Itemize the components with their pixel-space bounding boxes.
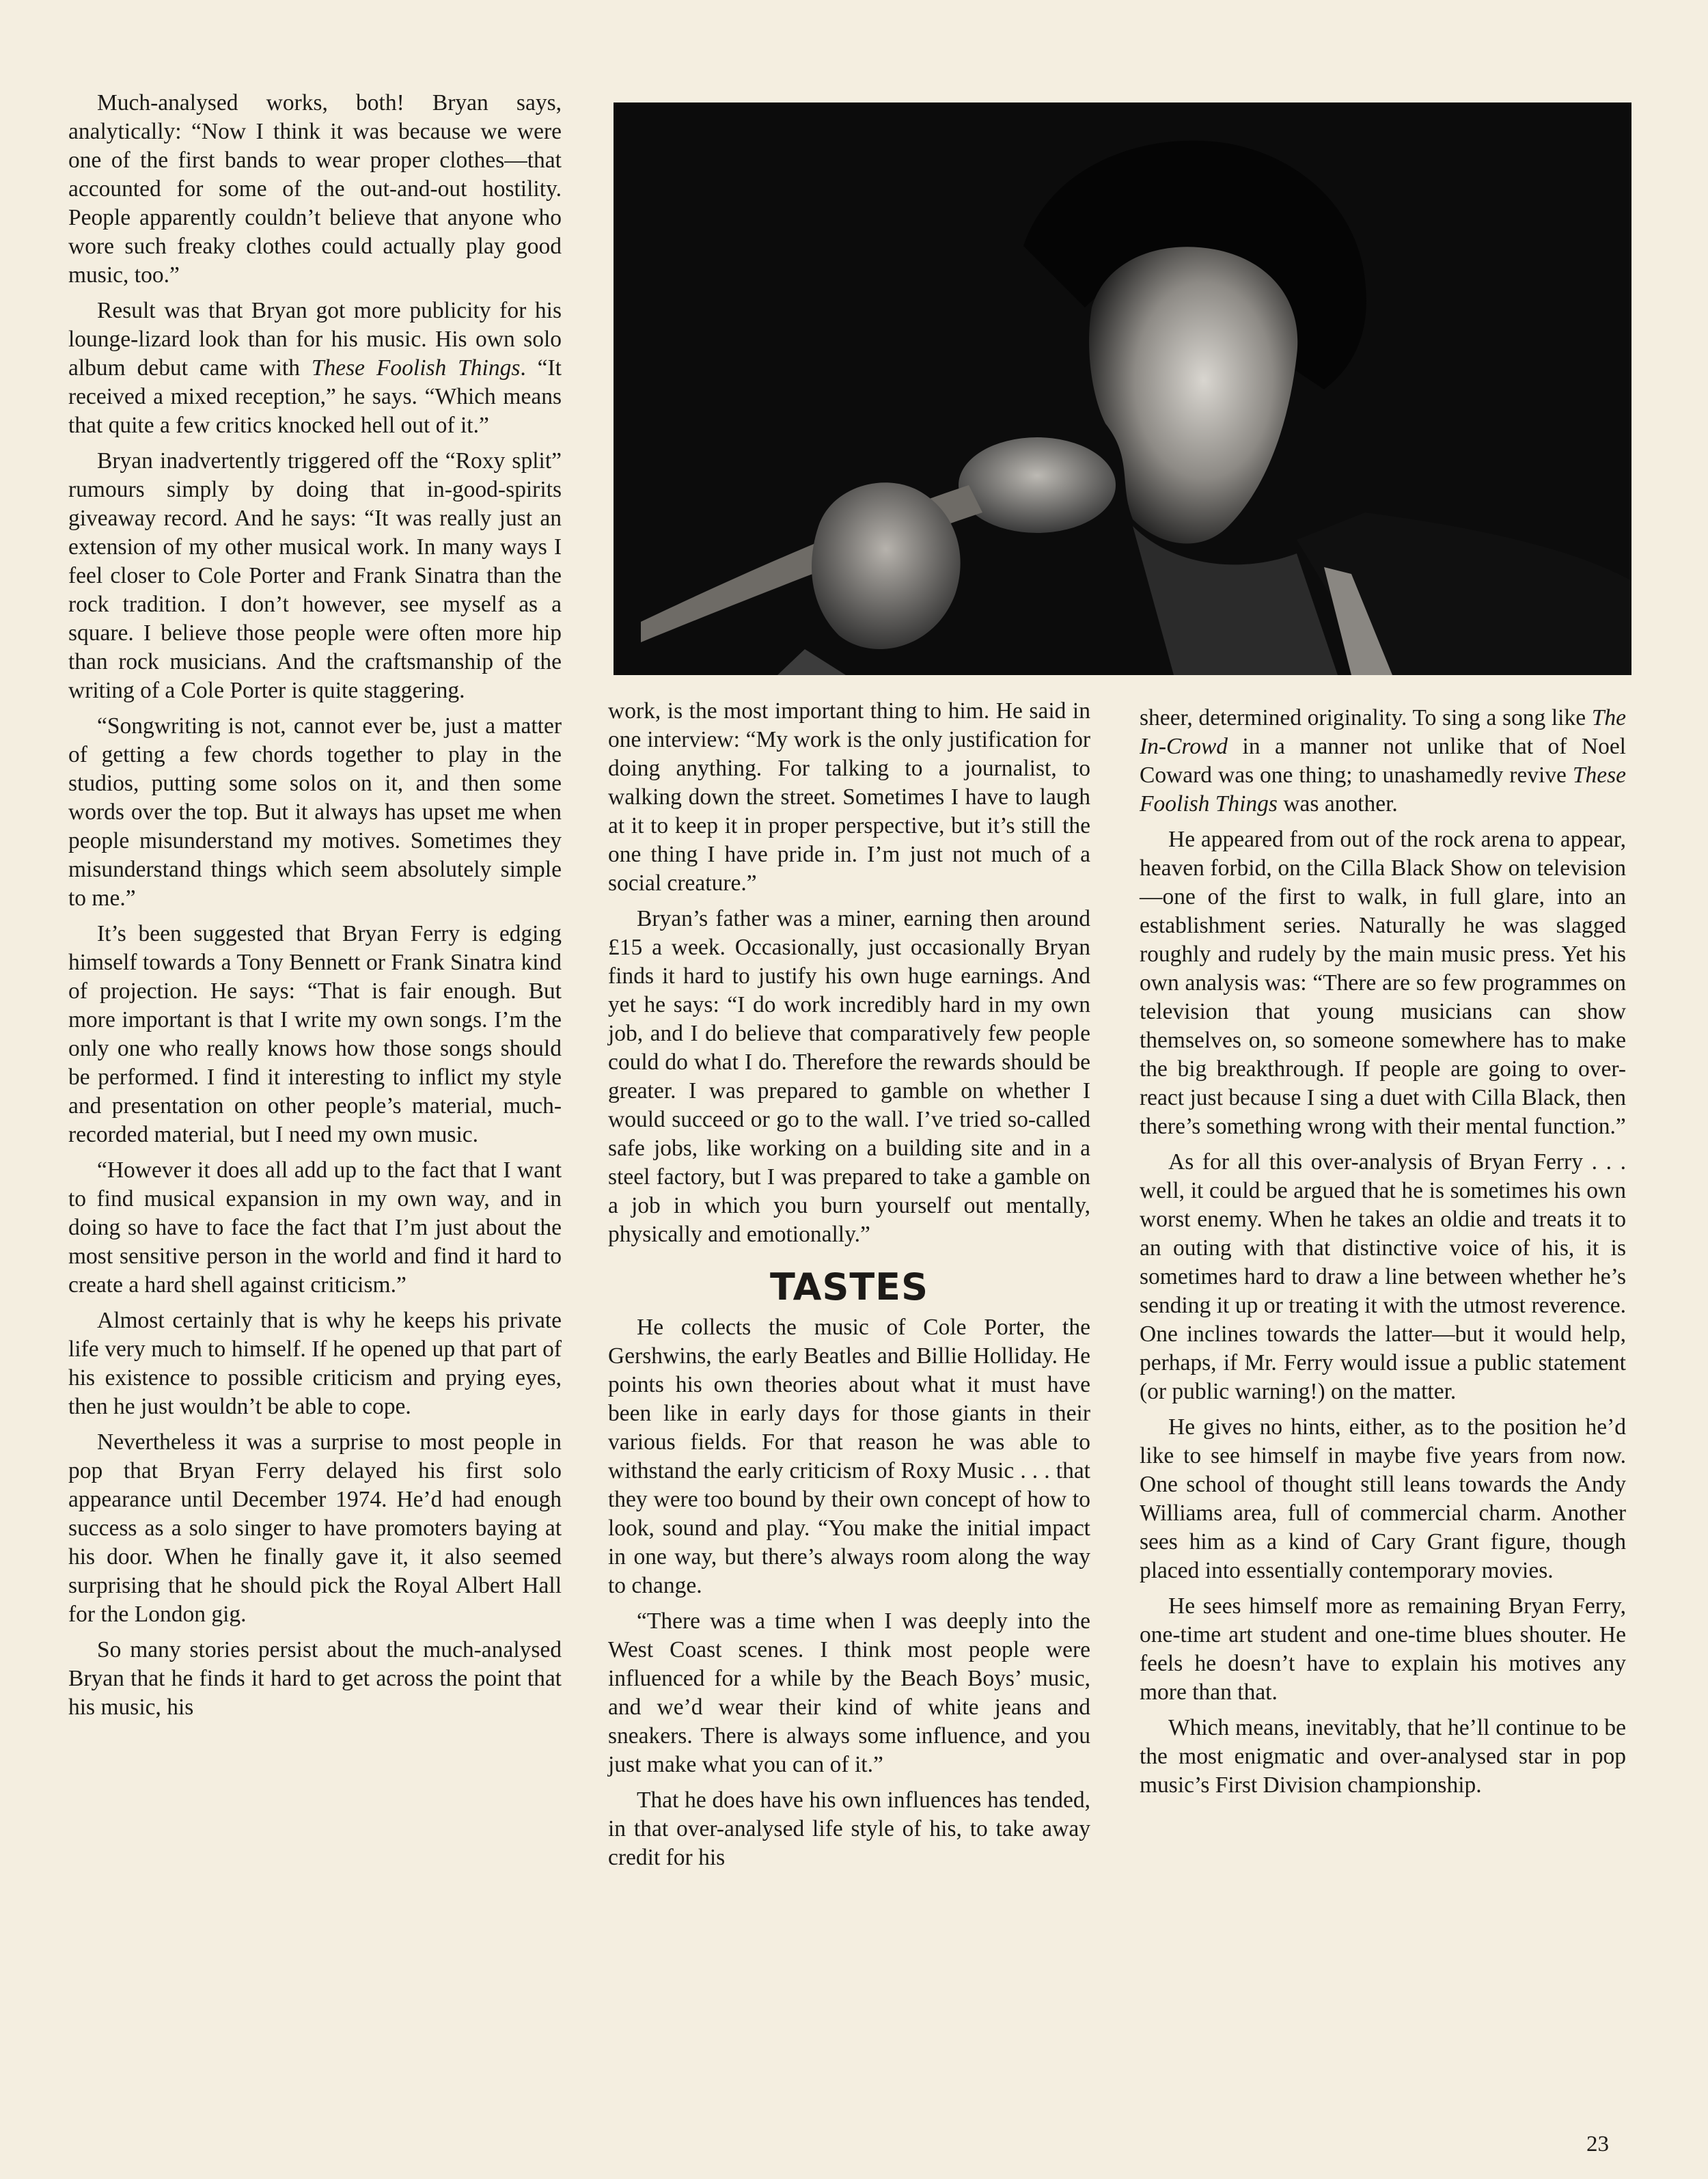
paragraph: work, is the most important thing to him. He said in one interview: “My work is the only justification for doing anything. For talking to a journalist, to walking down the street. Sometimes I have to laugh at it to keep it in proper perspective, but it’s still the one thing I have pride in. I’m just not much of a social creature.”: [608, 698, 1090, 896]
paragraph: As for all this over-analysis of Bryan Ferry . . . well, it could be argued that he is sometimes his own worst enemy. When he takes an oldie and treats it to an outing with that distinctive voice of his, it is sometimes hard to draw a line between whether he’s sending it up or treating it with the utmost reverence. One inclines towards the latter—but it would help, perhaps, if Mr. Ferry would issue a public statement (or public warning!) on the matter.: [1140, 1149, 1626, 1404]
paragraph: He sees himself more as remaining Bryan Ferry, one-time art student and one-time blues shouter. He feels he doesn’t have to explain his motives any more than that.: [1140, 1593, 1626, 1705]
singer-photo-illustration: [614, 102, 1631, 675]
article-column-3: [1140, 704, 1626, 1807]
text-run: sheer, determined originality. To sing a song like: [1140, 705, 1592, 730]
paragraph: Bryan inadvertently triggered off the “Roxy split” rumours simply by doing that in-good-spirits giveaway record. And he says: “It was really just an extension of my other musical work. In many ways I feel closer to Cole Porter and Frank Sinatra than the rock tradition. I don’t however, see myself as a square. I believe those people were often more hip than rock musicians. And the craftsmanship of the writing of a Cole Porter is quite staggering.: [68, 448, 562, 703]
text-run: in a manner not unlike that of Noel Coward was one thing; to unashamedly revive: [1140, 734, 1626, 788]
paragraph: He appeared from out of the rock arena to appear, heaven forbid, on the Cilla Black Show on television—one of the first to walk, in full glare, into an establishment series. Naturally he was slagged roughly and rudely by the main music press. Yet his own analysis was: “There are so few programmes on television that young musicians can show themselves on, so someone somewhere has to make the big breakthrough. If people are going to over-react just because I sing a duet with Cilla Black, then there’s something wrong with their mental function.”: [1140, 827, 1626, 1139]
paragraph: Almost certainly that is why he keeps his private life very much to himself. If he opened up that part of his existence to possible criticism and prying eyes, then he just wouldn’t be able to cope.: [68, 1308, 562, 1419]
paragraph: He gives no hints, either, as to the position he’d like to see himself in maybe five years from now. One school of thought still leans towards the Andy Williams area, full of commercial charm. Another sees him as a kind of Cary Grant figure, though placed into essentially contemporary movies.: [1140, 1414, 1626, 1583]
section-heading: TASTES: [770, 1265, 928, 1308]
paragraph: Nevertheless it was a surprise to most people in pop that Bryan Ferry delayed his first solo appearance until December 1974. He’d had enough success as a solo singer to have promoters baying at his door. When he finally gave it, it also seemed surprising that he should pick the Royal Albert Hall for the London gig.: [68, 1429, 562, 1627]
paragraph: “However it does all add up to the fact that I want to find musical expansion in my own way, and in doing so have to face the fact that I’m just about the most sensitive person in the world and find it hard to create a hard shell against criticism.”: [68, 1157, 562, 1298]
text-run: Result was that Bryan got more publicity for his lounge-lizard look than for his music. His own solo album debut came with: [68, 298, 562, 381]
album-title: These Foolish Things: [311, 355, 521, 381]
paragraph: So many stories persist about the much-analysed Bryan that he finds it hard to get across the point that his music, his: [68, 1637, 562, 1720]
article-column-1: [68, 89, 562, 1729]
text-run: . “It received a mixed reception,” he says. “Which means that quite a few critics knocked hell out of it.”: [68, 355, 562, 438]
page-number: 23: [1586, 2132, 1609, 2156]
paragraph: He collects the music of Cole Porter, the Gershwins, the early Beatles and Billie Holliday. He points his own theories about what it must have been like in early days for those giants in their various fields. For that reason he was able to withstand the early criticism of Roxy Music . . . that they were too bound by their own concept of how to look, sound and play. “You make the initial impact in one way, but there’s always room along the way to change.: [608, 1315, 1090, 1598]
paragraph: Which means, inevitably, that he’ll continue to be the most enigmatic and over-analysed star in pop music’s First Division championship.: [1140, 1715, 1626, 1798]
article-column-2: [608, 697, 1090, 1879]
paragraph: Bryan’s father was a miner, earning then around £15 a week. Occasionally, just occasionally Bryan finds it hard to justify his own huge earnings. And yet he says: “I do work incredibly hard in my own job, and I do believe that comparatively few people could do what I do. Therefore the rewards should be greater. I was prepared to gamble on whether I would succeed or go to the wall. I’ve tried so-called safe jobs, like working on a building site and in a steel factory, but I was prepared to take a gamble on a job in which you burn yourself out mentally, physically and emotionally.”: [608, 906, 1090, 1247]
paragraph: It’s been suggested that Bryan Ferry is edging himself towards a Tony Bennett or Frank Sinatra kind of projection. He says: “That is fair enough. But more important is that I write my own songs. I’m the only one who really knows how those songs should be performed. I find it interesting to inflict my style and presentation on other people’s material, much-recorded material, but I need my own music.: [68, 921, 562, 1147]
song-title: These Foolish Things: [1140, 763, 1626, 817]
paragraph: Much-analysed works, both! Bryan says, analytically: “Now I think it was because we were one of the first bands to wear proper clothes—that accounted for some of the out-and-out hostility. People apparently couldn’t believe that anyone who wore such freaky clothes could actually play good music, too.”: [68, 90, 562, 288]
paragraph: That he does have his own influences has tended, in that over-analysed life style of his, to take away credit for his: [608, 1787, 1090, 1870]
paragraph: [68, 297, 562, 440]
text-run: was another.: [1277, 791, 1398, 817]
paragraph: “Songwriting is not, cannot ever be, just a matter of getting a few chords together to play in the studios, putting some solos on it, and then some words over the top. But it always has upset me when people misunderstand my motives. Sometimes they misunderstand things which seem absolutely simple to me.”: [68, 713, 562, 911]
paragraph: [1140, 704, 1626, 819]
paragraph: “There was a time when I was deeply into the West Coast scenes. I think most people were influenced for a while by the Beach Boys’ music, and we’d wear their kind of white jeans and sneakers. There is always some influence, and you just make what you can of it.”: [608, 1608, 1090, 1777]
singer-photo: [614, 102, 1631, 675]
song-title: The In-Crowd: [1140, 705, 1626, 759]
